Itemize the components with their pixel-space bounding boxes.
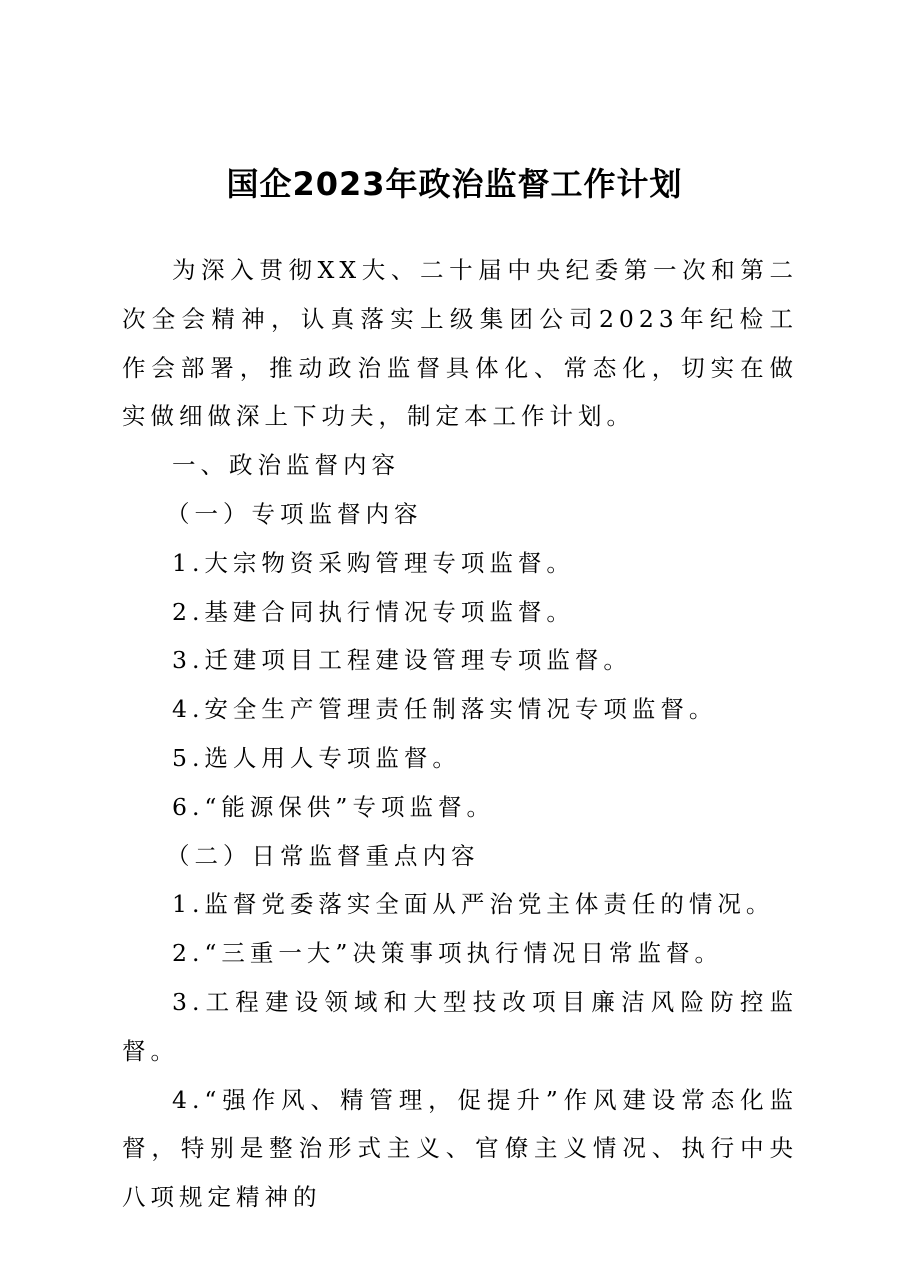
list-item: 4.安全生产管理责任制落实情况专项监督。 (172, 695, 718, 724)
list-item: 2.“三重一大”决策事项执行情况日常监督。 (172, 939, 723, 968)
list-item: 3.工程建设领域和大型技改项目廉洁风险防控监督。 (122, 987, 798, 1065)
document-body (122, 246, 798, 1222)
subsection-heading-2: （二）日常监督重点内容 (166, 841, 480, 870)
list-item: 1.监督党委落实全面从严治党主体责任的情况。 (172, 890, 775, 919)
document-title: 国企2023年政治监督工作计划 (226, 165, 683, 203)
list-item: 4.“强作风、精管理，促提升”作风建设常态化监督，特别是整治形式主义、官僚主义情况、执行中央八项规定精神的 (122, 1085, 798, 1212)
list-item: 3.迁建项目工程建设管理专项监督。 (172, 646, 632, 675)
intro-paragraph: 为深入贯彻XX大、二十届中央纪委第一次和第二次全会精神，认真落实上级集团公司2023年纪检工作会部署，推动政治监督具体化、常态化，切实在做实做细做深上下功夫，制定本工作计划。 (122, 256, 798, 431)
list-item: 5.选人用人专项监督。 (172, 743, 461, 772)
subsection-heading-1: （一）专项监督内容 (166, 499, 423, 528)
list-item: 6.“能源保供”专项监督。 (172, 792, 495, 821)
section-heading-1: 一、政治监督内容 (172, 451, 400, 480)
list-item: 2.基建合同执行情况专项监督。 (172, 597, 575, 626)
list-item: 1.大宗物资采购管理专项监督。 (172, 548, 575, 577)
